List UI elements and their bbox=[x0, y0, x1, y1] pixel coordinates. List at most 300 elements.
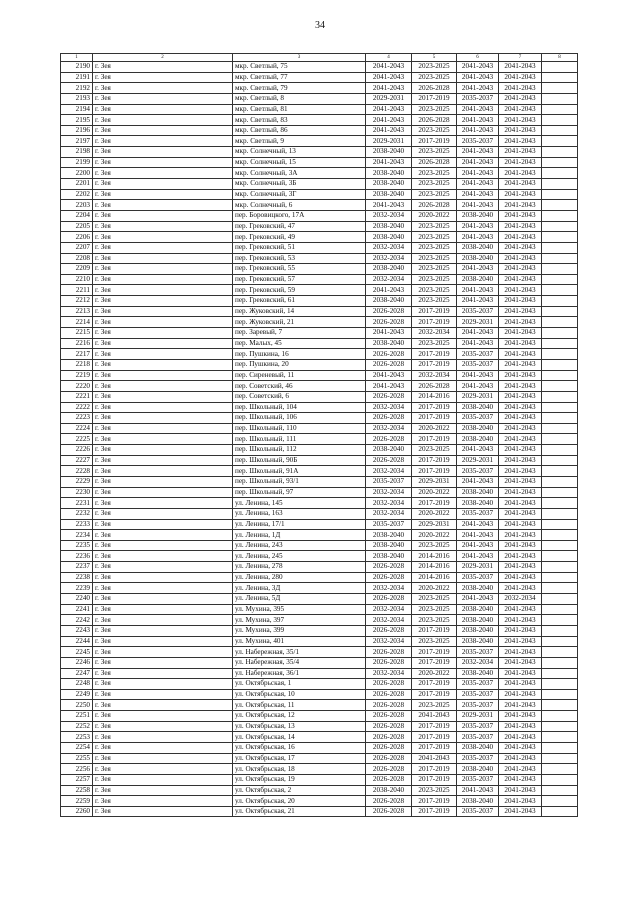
period-cell: 2026-2028 bbox=[366, 679, 412, 690]
city-cell: г. Зея bbox=[93, 476, 233, 487]
period-cell: 2038-2040 bbox=[457, 743, 499, 754]
period-cell: 2020-2022 bbox=[412, 668, 457, 679]
period-cell: 2035-2037 bbox=[457, 753, 499, 764]
period-cell: 2041-2043 bbox=[366, 125, 412, 136]
period-cell: 2041-2043 bbox=[366, 381, 412, 392]
table-row bbox=[61, 562, 578, 573]
table-row bbox=[61, 785, 578, 796]
period-cell: 2041-2043 bbox=[457, 157, 499, 168]
period-cell: 2041-2043 bbox=[499, 732, 542, 743]
note-cell bbox=[542, 83, 578, 94]
period-cell: 2038-2040 bbox=[366, 221, 412, 232]
period-cell: 2026-2028 bbox=[366, 753, 412, 764]
row-number-cell: 2191 bbox=[61, 72, 93, 83]
period-cell: 2026-2028 bbox=[412, 83, 457, 94]
city-cell: г. Зея bbox=[93, 179, 233, 190]
row-number-cell: 2209 bbox=[61, 264, 93, 275]
period-cell: 2029-2031 bbox=[366, 93, 412, 104]
note-cell bbox=[542, 115, 578, 126]
row-number-cell: 2196 bbox=[61, 125, 93, 136]
table-body bbox=[61, 54, 578, 817]
note-cell bbox=[542, 402, 578, 413]
note-cell bbox=[542, 455, 578, 466]
address-cell: пер. Грековский, 59 bbox=[233, 285, 366, 296]
note-cell bbox=[542, 508, 578, 519]
city-cell: г. Зея bbox=[93, 615, 233, 626]
address-cell: ул. Ленина, 280 bbox=[233, 572, 366, 583]
column-number-row bbox=[61, 54, 578, 62]
period-cell: 2032-2034 bbox=[366, 466, 412, 477]
row-number-cell: 2200 bbox=[61, 168, 93, 179]
period-cell: 2023-2025 bbox=[412, 264, 457, 275]
table-row bbox=[61, 445, 578, 456]
period-cell: 2035-2037 bbox=[457, 806, 499, 817]
row-number-cell: 2203 bbox=[61, 200, 93, 211]
period-cell: 2032-2034 bbox=[366, 253, 412, 264]
city-cell: г. Зея bbox=[93, 104, 233, 115]
period-cell: 2041-2043 bbox=[499, 434, 542, 445]
address-cell: ул. Ленина, 245 bbox=[233, 551, 366, 562]
city-cell: г. Зея bbox=[93, 753, 233, 764]
table-row bbox=[61, 508, 578, 519]
period-cell: 2026-2028 bbox=[366, 391, 412, 402]
period-cell: 2032-2034 bbox=[366, 668, 412, 679]
row-number-cell: 2219 bbox=[61, 370, 93, 381]
row-number-cell: 2218 bbox=[61, 359, 93, 370]
address-cell: ул. Мухина, 401 bbox=[233, 636, 366, 647]
address-cell: ул. Ленина, 243 bbox=[233, 540, 366, 551]
city-cell: г. Зея bbox=[93, 147, 233, 158]
city-cell: г. Зея bbox=[93, 785, 233, 796]
period-cell: 2038-2040 bbox=[457, 274, 499, 285]
row-number-cell: 2228 bbox=[61, 466, 93, 477]
period-cell: 2041-2043 bbox=[457, 285, 499, 296]
table-row bbox=[61, 200, 578, 211]
table-row bbox=[61, 732, 578, 743]
note-cell bbox=[542, 125, 578, 136]
city-cell: г. Зея bbox=[93, 594, 233, 605]
table-row bbox=[61, 711, 578, 722]
period-cell: 2041-2043 bbox=[457, 338, 499, 349]
period-cell: 2041-2043 bbox=[457, 62, 499, 73]
column-number-header: 1 bbox=[61, 54, 93, 62]
city-cell: г. Зея bbox=[93, 700, 233, 711]
period-cell: 2041-2043 bbox=[499, 93, 542, 104]
address-cell: пер. Малых, 45 bbox=[233, 338, 366, 349]
period-cell: 2032-2034 bbox=[366, 487, 412, 498]
city-cell: г. Зея bbox=[93, 636, 233, 647]
table-row bbox=[61, 93, 578, 104]
row-number-cell: 2223 bbox=[61, 413, 93, 424]
period-cell: 2041-2043 bbox=[366, 200, 412, 211]
address-cell: пер. Школьный, 110 bbox=[233, 423, 366, 434]
table-row bbox=[61, 317, 578, 328]
row-number-cell: 2208 bbox=[61, 253, 93, 264]
row-number-cell: 2244 bbox=[61, 636, 93, 647]
note-cell bbox=[542, 700, 578, 711]
table-row bbox=[61, 668, 578, 679]
city-cell: г. Зея bbox=[93, 413, 233, 424]
address-cell: пер. Сиреневый, 11 bbox=[233, 370, 366, 381]
table-row bbox=[61, 753, 578, 764]
address-cell: пер. Грековский, 47 bbox=[233, 221, 366, 232]
city-cell: г. Зея bbox=[93, 423, 233, 434]
period-cell: 2032-2034 bbox=[366, 604, 412, 615]
period-cell: 2020-2022 bbox=[412, 487, 457, 498]
row-number-cell: 2227 bbox=[61, 455, 93, 466]
period-cell: 2041-2043 bbox=[499, 774, 542, 785]
address-cell: ул. Набережная, 36/1 bbox=[233, 668, 366, 679]
row-number-cell: 2195 bbox=[61, 115, 93, 126]
table-row bbox=[61, 519, 578, 530]
address-cell: ул. Октябрьская, 17 bbox=[233, 753, 366, 764]
period-cell: 2035-2037 bbox=[457, 93, 499, 104]
row-number-cell: 2204 bbox=[61, 210, 93, 221]
period-cell: 2035-2037 bbox=[457, 136, 499, 147]
city-cell: г. Зея bbox=[93, 338, 233, 349]
city-cell: г. Зея bbox=[93, 391, 233, 402]
period-cell: 2041-2043 bbox=[457, 445, 499, 456]
note-cell bbox=[542, 530, 578, 541]
period-cell: 2041-2043 bbox=[366, 83, 412, 94]
period-cell: 2026-2028 bbox=[366, 721, 412, 732]
period-cell: 2029-2031 bbox=[412, 476, 457, 487]
address-cell: ул. Октябрьская, 16 bbox=[233, 743, 366, 754]
note-cell bbox=[542, 62, 578, 73]
note-cell bbox=[542, 349, 578, 360]
period-cell: 2038-2040 bbox=[457, 498, 499, 509]
period-cell: 2041-2043 bbox=[499, 445, 542, 456]
row-number-cell: 2241 bbox=[61, 604, 93, 615]
period-cell: 2041-2043 bbox=[366, 285, 412, 296]
address-cell: ул. Набережная, 35/1 bbox=[233, 647, 366, 658]
table-row bbox=[61, 253, 578, 264]
city-cell: г. Зея bbox=[93, 232, 233, 243]
note-cell bbox=[542, 594, 578, 605]
period-cell: 2038-2040 bbox=[366, 540, 412, 551]
note-cell bbox=[542, 540, 578, 551]
column-number-header: 2 bbox=[93, 54, 233, 62]
period-cell: 2026-2028 bbox=[366, 657, 412, 668]
period-cell: 2041-2043 bbox=[457, 785, 499, 796]
city-cell: г. Зея bbox=[93, 679, 233, 690]
period-cell: 2032-2034 bbox=[457, 657, 499, 668]
city-cell: г. Зея bbox=[93, 402, 233, 413]
period-cell: 2035-2037 bbox=[457, 679, 499, 690]
period-cell: 2038-2040 bbox=[366, 338, 412, 349]
table-row bbox=[61, 168, 578, 179]
address-cell: пер. Жуковский, 14 bbox=[233, 306, 366, 317]
period-cell: 2029-2031 bbox=[457, 711, 499, 722]
period-cell: 2038-2040 bbox=[457, 615, 499, 626]
period-cell: 2035-2037 bbox=[457, 721, 499, 732]
row-number-cell: 2242 bbox=[61, 615, 93, 626]
period-cell: 2017-2019 bbox=[412, 434, 457, 445]
period-cell: 2032-2034 bbox=[366, 402, 412, 413]
housing-registry-table bbox=[60, 53, 578, 817]
period-cell: 2026-2028 bbox=[366, 572, 412, 583]
note-cell bbox=[542, 221, 578, 232]
address-cell: ул. Ленина, 1Д bbox=[233, 530, 366, 541]
period-cell: 2038-2040 bbox=[366, 168, 412, 179]
table-row bbox=[61, 764, 578, 775]
table-row bbox=[61, 647, 578, 658]
note-cell bbox=[542, 168, 578, 179]
table-row bbox=[61, 285, 578, 296]
period-cell: 2041-2043 bbox=[499, 498, 542, 509]
period-cell: 2041-2043 bbox=[499, 743, 542, 754]
city-cell: г. Зея bbox=[93, 508, 233, 519]
period-cell: 2023-2025 bbox=[412, 615, 457, 626]
period-cell: 2041-2043 bbox=[499, 136, 542, 147]
row-number-cell: 2202 bbox=[61, 189, 93, 200]
city-cell: г. Зея bbox=[93, 349, 233, 360]
table-row bbox=[61, 679, 578, 690]
note-cell bbox=[542, 93, 578, 104]
period-cell: 2017-2019 bbox=[412, 498, 457, 509]
table-row bbox=[61, 594, 578, 605]
period-cell: 2020-2022 bbox=[412, 210, 457, 221]
period-cell: 2032-2034 bbox=[366, 210, 412, 221]
row-number-cell: 2224 bbox=[61, 423, 93, 434]
period-cell: 2041-2043 bbox=[499, 338, 542, 349]
row-number-cell: 2199 bbox=[61, 157, 93, 168]
period-cell: 2041-2043 bbox=[499, 508, 542, 519]
address-cell: мкр. Светлый, 81 bbox=[233, 104, 366, 115]
period-cell: 2041-2043 bbox=[499, 370, 542, 381]
period-cell: 2026-2028 bbox=[412, 115, 457, 126]
city-cell: г. Зея bbox=[93, 721, 233, 732]
note-cell bbox=[542, 147, 578, 158]
period-cell: 2020-2022 bbox=[412, 583, 457, 594]
note-cell bbox=[542, 423, 578, 434]
table-row bbox=[61, 115, 578, 126]
period-cell: 2026-2028 bbox=[366, 562, 412, 573]
period-cell: 2017-2019 bbox=[412, 413, 457, 424]
table-row bbox=[61, 636, 578, 647]
address-cell: мкр. Светлый, 79 bbox=[233, 83, 366, 94]
period-cell: 2035-2037 bbox=[457, 413, 499, 424]
period-cell: 2035-2037 bbox=[457, 647, 499, 658]
address-cell: пер. Жуковский, 21 bbox=[233, 317, 366, 328]
city-cell: г. Зея bbox=[93, 604, 233, 615]
period-cell: 2041-2043 bbox=[499, 62, 542, 73]
table-row bbox=[61, 189, 578, 200]
period-cell: 2041-2043 bbox=[499, 125, 542, 136]
period-cell: 2041-2043 bbox=[499, 806, 542, 817]
note-cell bbox=[542, 391, 578, 402]
period-cell: 2041-2043 bbox=[457, 232, 499, 243]
row-number-cell: 2198 bbox=[61, 147, 93, 158]
period-cell: 2041-2043 bbox=[499, 264, 542, 275]
period-cell: 2041-2043 bbox=[499, 296, 542, 307]
period-cell: 2041-2043 bbox=[499, 753, 542, 764]
city-cell: г. Зея bbox=[93, 242, 233, 253]
note-cell bbox=[542, 274, 578, 285]
period-cell: 2038-2040 bbox=[457, 583, 499, 594]
period-cell: 2014-2016 bbox=[412, 562, 457, 573]
period-cell: 2032-2034 bbox=[366, 636, 412, 647]
note-cell bbox=[542, 774, 578, 785]
address-cell: пер. Школьный, 97 bbox=[233, 487, 366, 498]
row-number-cell: 2201 bbox=[61, 179, 93, 190]
period-cell: 2014-2016 bbox=[412, 551, 457, 562]
note-cell bbox=[542, 753, 578, 764]
address-cell: пер. Грековский, 49 bbox=[233, 232, 366, 243]
period-cell: 2026-2028 bbox=[366, 317, 412, 328]
table-row bbox=[61, 157, 578, 168]
period-cell: 2032-2034 bbox=[499, 594, 542, 605]
address-cell: пер. Грековский, 61 bbox=[233, 296, 366, 307]
period-cell: 2041-2043 bbox=[499, 274, 542, 285]
note-cell bbox=[542, 519, 578, 530]
period-cell: 2023-2025 bbox=[412, 147, 457, 158]
address-cell: пер. Школьный, 90Б bbox=[233, 455, 366, 466]
city-cell: г. Зея bbox=[93, 743, 233, 754]
period-cell: 2026-2028 bbox=[366, 806, 412, 817]
city-cell: г. Зея bbox=[93, 210, 233, 221]
period-cell: 2041-2043 bbox=[366, 157, 412, 168]
period-cell: 2035-2037 bbox=[457, 508, 499, 519]
table-row bbox=[61, 466, 578, 477]
city-cell: г. Зея bbox=[93, 253, 233, 264]
note-cell bbox=[542, 732, 578, 743]
table-row bbox=[61, 796, 578, 807]
address-cell: пер. Школьный, 93/1 bbox=[233, 476, 366, 487]
address-cell: мкр. Солнечный, 3Г bbox=[233, 189, 366, 200]
address-cell: мкр. Солнечный, 13 bbox=[233, 147, 366, 158]
note-cell bbox=[542, 189, 578, 200]
column-number-header: 3 bbox=[233, 54, 366, 62]
city-cell: г. Зея bbox=[93, 498, 233, 509]
period-cell: 2041-2043 bbox=[457, 370, 499, 381]
note-cell bbox=[542, 551, 578, 562]
note-cell bbox=[542, 285, 578, 296]
note-cell bbox=[542, 242, 578, 253]
period-cell: 2023-2025 bbox=[412, 104, 457, 115]
address-cell: пер. Пушкина, 16 bbox=[233, 349, 366, 360]
period-cell: 2041-2043 bbox=[499, 572, 542, 583]
row-number-cell: 2246 bbox=[61, 657, 93, 668]
period-cell: 2041-2043 bbox=[366, 328, 412, 339]
city-cell: г. Зея bbox=[93, 519, 233, 530]
city-cell: г. Зея bbox=[93, 189, 233, 200]
table-row bbox=[61, 147, 578, 158]
table-row bbox=[61, 125, 578, 136]
period-cell: 2041-2043 bbox=[457, 264, 499, 275]
row-number-cell: 2207 bbox=[61, 242, 93, 253]
city-cell: г. Зея bbox=[93, 657, 233, 668]
period-cell: 2038-2040 bbox=[366, 296, 412, 307]
row-number-cell: 2232 bbox=[61, 508, 93, 519]
address-cell: ул. Ленина, 163 bbox=[233, 508, 366, 519]
period-cell: 2041-2043 bbox=[366, 115, 412, 126]
row-number-cell: 2259 bbox=[61, 796, 93, 807]
period-cell: 2041-2043 bbox=[499, 700, 542, 711]
period-cell: 2026-2028 bbox=[366, 306, 412, 317]
row-number-cell: 2255 bbox=[61, 753, 93, 764]
period-cell: 2041-2043 bbox=[412, 753, 457, 764]
table-row bbox=[61, 221, 578, 232]
note-cell bbox=[542, 210, 578, 221]
period-cell: 2041-2043 bbox=[457, 179, 499, 190]
period-cell: 2041-2043 bbox=[499, 210, 542, 221]
row-number-cell: 2226 bbox=[61, 445, 93, 456]
period-cell: 2026-2028 bbox=[366, 743, 412, 754]
city-cell: г. Зея bbox=[93, 381, 233, 392]
table-row bbox=[61, 83, 578, 94]
address-cell: ул. Ленина, 5Д bbox=[233, 594, 366, 605]
period-cell: 2041-2043 bbox=[499, 253, 542, 264]
period-cell: 2041-2043 bbox=[499, 285, 542, 296]
period-cell: 2041-2043 bbox=[457, 83, 499, 94]
table-row bbox=[61, 328, 578, 339]
period-cell: 2041-2043 bbox=[499, 402, 542, 413]
period-cell: 2041-2043 bbox=[457, 540, 499, 551]
address-cell: пер. Боровицкого, 17А bbox=[233, 210, 366, 221]
table-row bbox=[61, 242, 578, 253]
table-row bbox=[61, 274, 578, 285]
address-cell: пер. Заревый, 7 bbox=[233, 328, 366, 339]
row-number-cell: 2192 bbox=[61, 83, 93, 94]
city-cell: г. Зея bbox=[93, 689, 233, 700]
address-cell: мкр. Светлый, 83 bbox=[233, 115, 366, 126]
period-cell: 2023-2025 bbox=[412, 274, 457, 285]
period-cell: 2041-2043 bbox=[457, 104, 499, 115]
period-cell: 2041-2043 bbox=[499, 157, 542, 168]
address-cell: пер. Пушкина, 20 bbox=[233, 359, 366, 370]
table-row bbox=[61, 498, 578, 509]
period-cell: 2017-2019 bbox=[412, 721, 457, 732]
period-cell: 2017-2019 bbox=[412, 625, 457, 636]
period-cell: 2026-2028 bbox=[366, 711, 412, 722]
row-number-cell: 2248 bbox=[61, 679, 93, 690]
period-cell: 2023-2025 bbox=[412, 179, 457, 190]
address-cell: ул. Октябрьская, 12 bbox=[233, 711, 366, 722]
period-cell: 2035-2037 bbox=[457, 359, 499, 370]
table-row bbox=[61, 455, 578, 466]
period-cell: 2026-2028 bbox=[366, 774, 412, 785]
row-number-cell: 2216 bbox=[61, 338, 93, 349]
table-row bbox=[61, 104, 578, 115]
period-cell: 2023-2025 bbox=[412, 168, 457, 179]
address-cell: мкр. Светлый, 77 bbox=[233, 72, 366, 83]
period-cell: 2038-2040 bbox=[457, 242, 499, 253]
period-cell: 2035-2037 bbox=[457, 732, 499, 743]
column-number-header: 4 bbox=[366, 54, 412, 62]
period-cell: 2041-2043 bbox=[499, 647, 542, 658]
row-number-cell: 2193 bbox=[61, 93, 93, 104]
period-cell: 2023-2025 bbox=[412, 72, 457, 83]
period-cell: 2041-2043 bbox=[499, 551, 542, 562]
period-cell: 2041-2043 bbox=[499, 721, 542, 732]
period-cell: 2041-2043 bbox=[499, 391, 542, 402]
period-cell: 2029-2031 bbox=[366, 136, 412, 147]
row-number-cell: 2240 bbox=[61, 594, 93, 605]
period-cell: 2041-2043 bbox=[499, 689, 542, 700]
note-cell bbox=[542, 381, 578, 392]
note-cell bbox=[542, 572, 578, 583]
table-row bbox=[61, 359, 578, 370]
city-cell: г. Зея bbox=[93, 732, 233, 743]
period-cell: 2023-2025 bbox=[412, 232, 457, 243]
period-cell: 2041-2043 bbox=[499, 359, 542, 370]
address-cell: ул. Мухина, 399 bbox=[233, 625, 366, 636]
row-number-cell: 2231 bbox=[61, 498, 93, 509]
city-cell: г. Зея bbox=[93, 551, 233, 562]
period-cell: 2017-2019 bbox=[412, 689, 457, 700]
period-cell: 2035-2037 bbox=[457, 306, 499, 317]
